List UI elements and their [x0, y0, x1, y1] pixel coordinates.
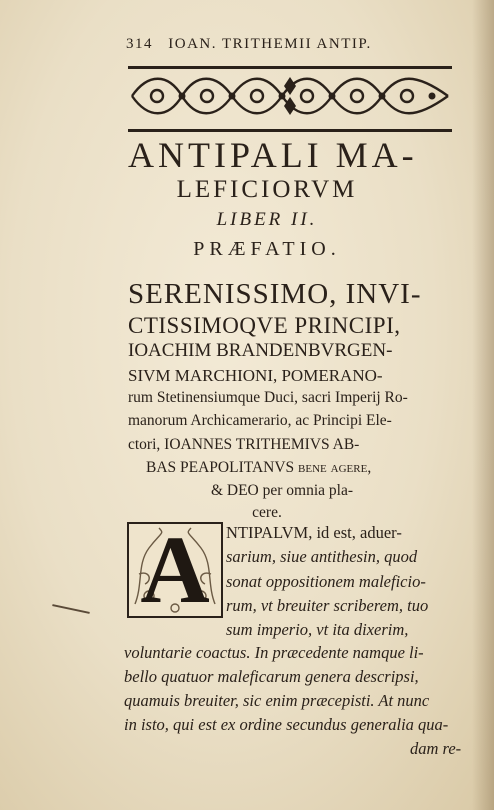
body-line-5: sum imperio, vt ita dixerim, [226, 620, 409, 639]
catchword: dam re- [410, 739, 462, 758]
running-head [126, 36, 466, 53]
title-line-1: ANTIPALI MA- [128, 135, 418, 175]
headpiece-pattern [128, 69, 452, 123]
body-line-1: NTIPALVM, id est, aduer- [226, 523, 402, 542]
dedication-line-9: & DEO per omnia pla- [210, 482, 354, 499]
dedication-line-3: IOACHIM BRANDENBVRGEN- [128, 340, 393, 361]
book-number: LIBER II. [216, 209, 318, 230]
section-heading: PRÆFATIO. [193, 238, 341, 260]
title-line-2: LEFICIORVM [176, 176, 358, 203]
body-line-9: in isto, qui est ex ordine secundus generalia qua- [124, 715, 449, 734]
dedication-line-4: SIVM MARCHIONI, POMERANO- [128, 366, 383, 385]
dedication-line-5: rum Stetinensiumque Duci, sacri Imperij Ro- [128, 389, 408, 406]
dedication-line-6: manorum Archicamerario, ac Principi Ele- [128, 412, 392, 429]
body-line-3: sonat oppositionem maleficio- [226, 572, 426, 591]
body-line-2: sarium, siue antithesin, quod [226, 547, 418, 566]
body-line-8: quamuis breuiter, sic enim præcepisti. At nunc [124, 691, 430, 710]
initial-letter: A [140, 516, 210, 623]
body-line-4: rum, vt breuiter scriberem, tuo [226, 596, 429, 615]
floral-headpiece-icon [128, 66, 452, 132]
page-number: 314 [126, 36, 153, 52]
dedication-line-10: cere. [252, 504, 282, 521]
dedication-line-7: ctori, IOANNES TRITHEMIVS AB- [128, 436, 360, 453]
dedication-line-2: CTISSIMOQVE PRINCIPI, [128, 313, 401, 338]
running-title: IOAN. TRITHEMII ANTIP. [168, 36, 372, 52]
body-line-7: bello quatuor maleficarum genera descripsi, [124, 667, 419, 686]
decorated-initial-icon [127, 516, 223, 623]
margin-ink-mark [52, 604, 90, 614]
dedication-line-1: SERENISSIMO, INVI- [128, 278, 422, 310]
dedication-line-8: BAS PEAPOLITANVS bene agere, [146, 459, 372, 476]
body-line-6: voluntarie coactus. In præcedente namque li- [124, 643, 424, 662]
